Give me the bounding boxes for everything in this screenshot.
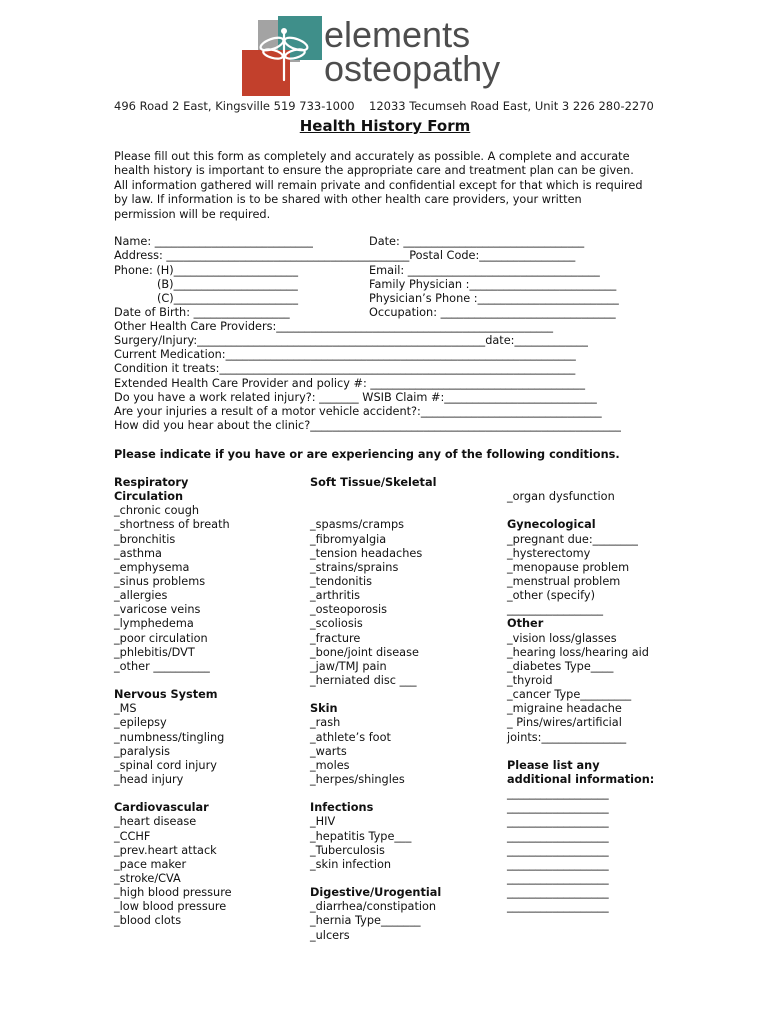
condition-item[interactable]: _moles (310, 758, 350, 772)
section-heading: Please list any (507, 758, 600, 772)
intro-line: Please fill out this form as completely and accurately as possible. A complete and accurate (114, 150, 630, 163)
condition-item[interactable]: __________________ (507, 787, 609, 801)
section-heading: Gynecological (507, 518, 596, 532)
condition-treats-field[interactable]: Condition it treats:_______________________________________________________________ (114, 362, 576, 375)
condition-item[interactable]: __________________ (507, 900, 609, 914)
spacer (507, 745, 654, 759)
section-heading: Cardiovascular (114, 801, 209, 815)
dragonfly-icon (244, 14, 324, 98)
phone-cell-field[interactable]: (C)______________________ (157, 292, 298, 305)
condition-item[interactable]: _sinus problems (114, 574, 206, 588)
condition-item[interactable]: _warts (310, 744, 347, 758)
name-field[interactable]: Name: ____________________________ (114, 235, 313, 248)
elements-osteopathy-logo (240, 14, 540, 100)
condition-item[interactable]: _spinal cord injury (114, 758, 217, 772)
condition-item[interactable]: _stroke/CVA (114, 871, 181, 885)
spacer (310, 490, 441, 504)
condition-item[interactable]: _asthma (114, 546, 162, 560)
condition-item[interactable]: _hepatitis Type___ (310, 829, 412, 843)
condition-item[interactable]: _herniated disc ___ (310, 673, 417, 687)
spacer (310, 688, 441, 702)
condition-item[interactable]: _hysterectomy (507, 546, 591, 560)
condition-item[interactable]: _ulcers (310, 928, 350, 942)
condition-item[interactable]: _bronchitis (114, 532, 176, 546)
section-heading: Digestive/Urogential (310, 886, 442, 900)
surgery-injury-field[interactable]: Surgery/Injury:___________________________________________________date:_____________ (114, 334, 588, 347)
hear-about-field[interactable]: How did you hear about the clinic?_______________________________________________________ (114, 419, 621, 432)
phone-home-field[interactable]: Phone: (H)______________________ (114, 264, 298, 277)
occupation-field[interactable]: Occupation: _______________________________ (369, 306, 616, 319)
condition-item[interactable]: _prev.heart attack (114, 843, 217, 857)
condition-item[interactable]: _menopause problem (507, 560, 630, 574)
physician-phone-field[interactable]: Physician’s Phone :_________________________ (369, 292, 619, 305)
condition-item[interactable]: _diabetes Type____ (507, 659, 614, 673)
section-heading: Circulation (114, 490, 184, 504)
condition-item[interactable]: _high blood pressure (114, 886, 232, 900)
condition-item[interactable]: _bone/joint disease (310, 645, 419, 659)
condition-item[interactable]: _menstrual problem (507, 574, 621, 588)
condition-item[interactable]: joints:_______________ (507, 730, 627, 744)
condition-item[interactable]: _tension headaches (310, 546, 423, 560)
condition-item[interactable]: _cancer Type_________ (507, 688, 632, 702)
condition-item[interactable]: _blood clots (114, 914, 182, 928)
condition-item[interactable]: _skin infection (310, 857, 392, 871)
section-heading: Soft Tissue/Skeletal (310, 476, 437, 489)
conditions-column-1 (114, 476, 232, 929)
intro-paragraph (114, 150, 674, 222)
address-kingsville: 496 Road 2 East, Kingsville 519 733-1000 (114, 99, 355, 113)
condition-item[interactable]: _osteoporosis (310, 603, 388, 617)
date-field[interactable]: Date: ________________________________ (369, 235, 585, 248)
condition-item[interactable]: _vision loss/glasses (507, 631, 617, 645)
condition-item[interactable]: _chronic cough (114, 504, 200, 518)
date-of-birth-field[interactable]: Date of Birth: _________________ (114, 306, 290, 319)
condition-item[interactable]: _ Pins/wires/artificial (507, 716, 622, 730)
section-heading: Nervous System (114, 688, 218, 702)
condition-item[interactable]: _organ dysfunction (507, 490, 615, 504)
condition-item[interactable]: __________________ (507, 801, 609, 815)
spacer (310, 787, 441, 801)
condition-item[interactable]: __________________ (507, 829, 609, 843)
email-field[interactable]: Email: __________________________________ (369, 264, 600, 277)
condition-item[interactable]: _low blood pressure (114, 900, 227, 914)
condition-item[interactable]: _spasms/cramps (310, 518, 405, 532)
condition-item[interactable]: _allergies (114, 589, 168, 603)
condition-item[interactable]: _head injury (114, 772, 184, 786)
condition-item[interactable]: _paralysis (114, 744, 171, 758)
logo-line-osteopathy: osteopathy (324, 48, 501, 89)
address-tecumseh: 12033 Tecumseh Road East, Unit 3 226 280-2270 (369, 99, 654, 113)
intro-line: permission will be required. (114, 207, 271, 221)
conditions-column-3 (507, 476, 654, 914)
conditions-column-2 (310, 476, 441, 943)
condition-item[interactable]: _tendonitis (310, 574, 373, 588)
work-injury-field[interactable]: Do you have a work related injury?: _______ WSIB Claim #:___________________________ (114, 391, 597, 404)
condition-item[interactable]: _poor circulation (114, 631, 208, 645)
current-medication-field[interactable]: Current Medication:______________________________________________________________ (114, 348, 576, 361)
condition-item[interactable]: _jaw/TMJ pain (310, 659, 387, 673)
intro-line: by law. If information is to be shared with other health care providers, your written (114, 193, 582, 207)
condition-item[interactable]: _diarrhea/constipation (310, 900, 437, 914)
spacer (310, 504, 441, 518)
spacer (310, 872, 441, 886)
condition-item[interactable]: _rash (310, 716, 341, 730)
condition-item[interactable]: _heart disease (114, 815, 197, 829)
condition-item[interactable]: _athlete’s foot (310, 730, 391, 744)
condition-item[interactable]: _herpes/shingles (310, 772, 405, 786)
condition-item[interactable]: _lymphedema (114, 617, 194, 631)
form-title: Health History Form (299, 117, 471, 135)
section-heading: Infections (310, 801, 374, 815)
condition-item[interactable]: _other __________ (114, 659, 210, 673)
section-heading: additional information: (507, 772, 655, 786)
condition-item[interactable]: _pace maker (114, 857, 187, 871)
spacer (507, 504, 654, 518)
condition-item[interactable]: _numbness/tingling (114, 730, 225, 744)
condition-item[interactable]: _epilepsy (114, 716, 167, 730)
family-physician-field[interactable]: Family Physician :__________________________ (369, 278, 617, 291)
intro-line: health history is important to ensure the appropriate care and treatment plan can be given. (114, 164, 634, 178)
condition-item[interactable]: _pregnant due:________ (507, 532, 638, 546)
condition-item[interactable]: __________________ (507, 815, 609, 829)
extended-health-field[interactable]: Extended Health Care Provider and policy #: ______________________________________ (114, 377, 585, 390)
condition-item[interactable]: __________________ (507, 886, 609, 900)
condition-item[interactable]: _MS (114, 702, 137, 716)
condition-item[interactable]: _CCHF (114, 829, 151, 843)
phone-business-field[interactable]: (B)______________________ (157, 278, 298, 291)
condition-item[interactable]: _strains/sprains (310, 560, 399, 574)
condition-item[interactable]: _fracture (310, 631, 361, 645)
condition-item[interactable]: _hearing loss/hearing aid (507, 645, 649, 659)
condition-item[interactable]: _________________ (507, 603, 604, 617)
condition-item[interactable]: _shortness of breath (114, 518, 230, 532)
condition-item[interactable]: _hernia Type_______ (310, 914, 421, 928)
condition-item[interactable]: __________________ (507, 857, 609, 871)
logo-line-elements: elements (324, 14, 471, 55)
conditions-heading: Please indicate if you have or are experiencing any of the following conditions. (114, 448, 620, 461)
condition-item[interactable]: _fibromyalgia (310, 532, 387, 546)
section-heading: Skin (310, 702, 338, 716)
condition-item[interactable]: _varicose veins (114, 603, 201, 617)
spacer (114, 787, 232, 801)
spacer (507, 476, 654, 490)
condition-item[interactable]: _other (specify) (507, 589, 595, 603)
condition-item[interactable]: __________________ (507, 843, 609, 857)
condition-item[interactable]: _emphysema (114, 560, 190, 574)
intro-line: All information gathered will remain private and confidential except for that which is required (114, 178, 643, 192)
condition-item[interactable]: _Tuberculosis (310, 843, 385, 857)
spacer (114, 674, 232, 688)
condition-item[interactable]: _arthritis (310, 589, 361, 603)
condition-item[interactable]: __________________ (507, 871, 609, 885)
motor-vehicle-field[interactable]: Are your injuries a result of a motor vehicle accident?:________________________________ (114, 405, 602, 418)
condition-item[interactable]: _phlebitis/DVT (114, 645, 195, 659)
logo-wordmark (324, 14, 501, 89)
other-providers-field[interactable]: Other Health Care Providers:_________________________________________________ (114, 320, 554, 333)
condition-item[interactable]: _HIV (310, 815, 336, 829)
address-field[interactable]: Address: ___________________________________________Postal Code:_________________ (114, 249, 576, 262)
condition-item[interactable]: _migraine headache (507, 702, 622, 716)
condition-item[interactable]: _scoliosis (310, 617, 363, 631)
condition-item[interactable]: _thyroid (507, 673, 553, 687)
section-heading: Other (507, 617, 544, 631)
section-heading: Respiratory (114, 476, 189, 489)
